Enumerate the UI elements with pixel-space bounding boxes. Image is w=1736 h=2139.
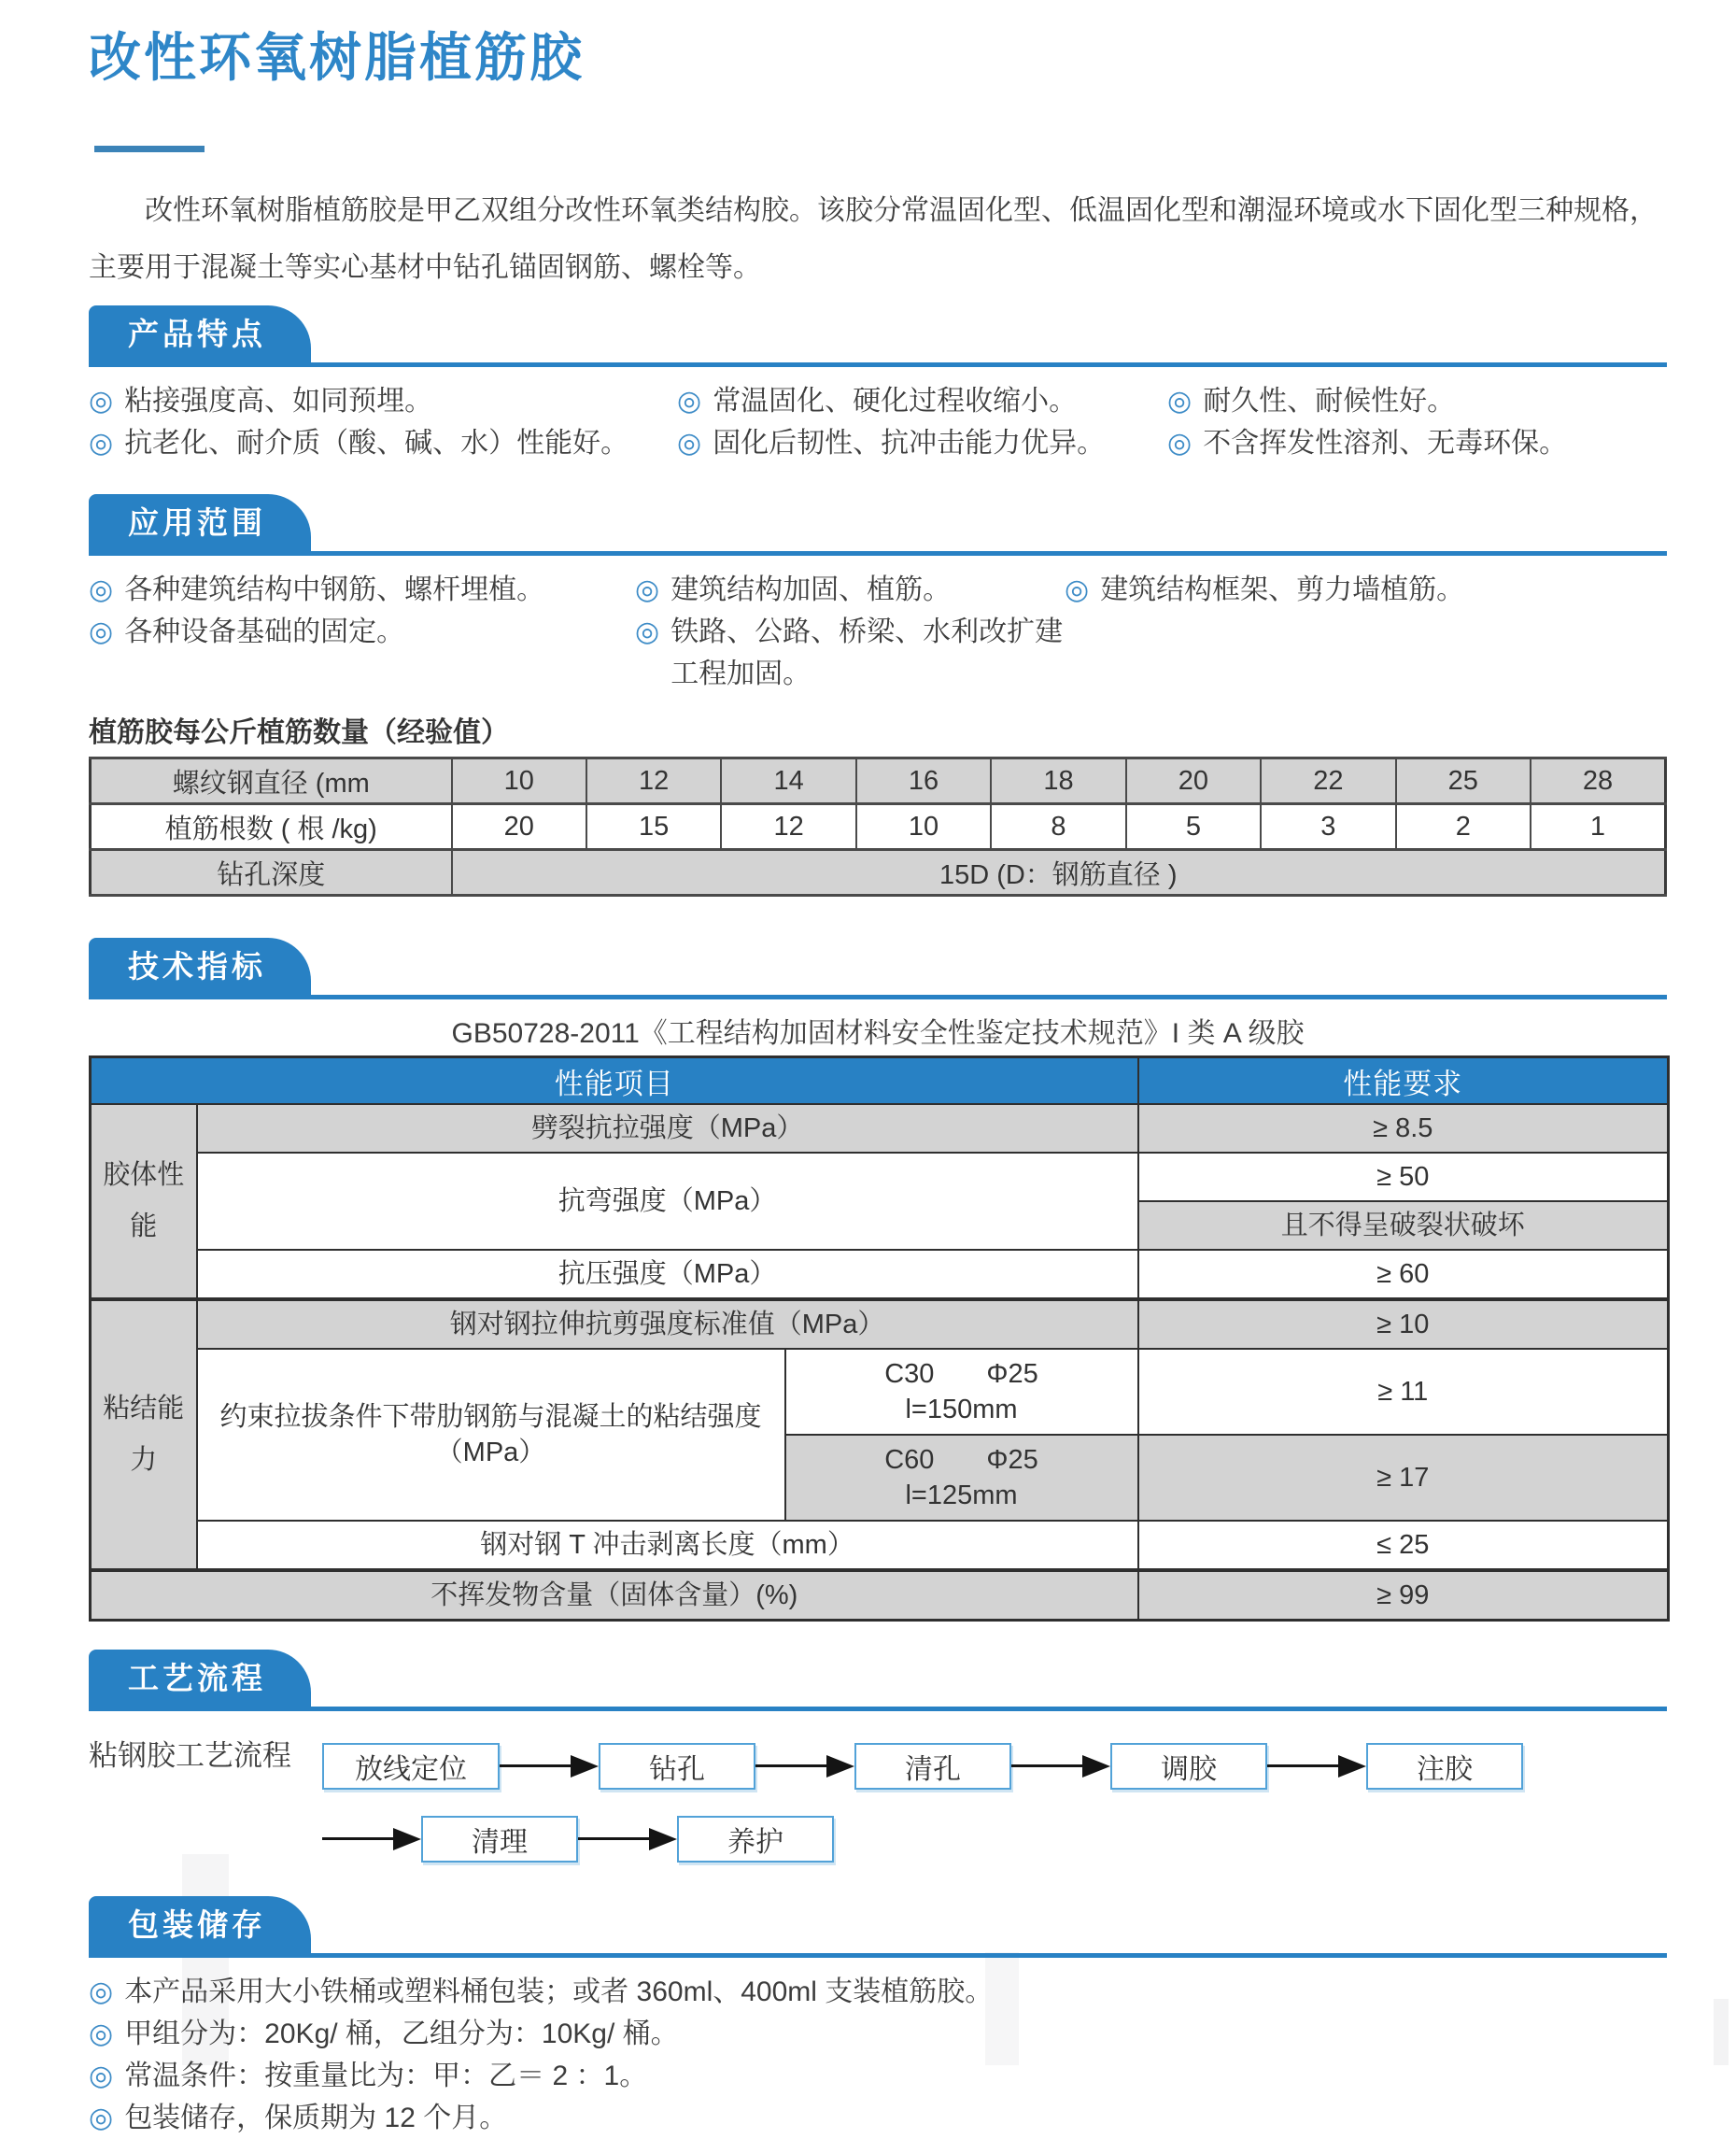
spec-item: 钢对钢拉伸抗剪强度标准值（MPa） (197, 1299, 1138, 1349)
flow-arrow-icon (1267, 1755, 1366, 1778)
feature-list (89, 380, 1667, 464)
application-text: 各种建筑结构中钢筋、螺杆埋植。 (124, 574, 545, 606)
feature-text: 耐久性、耐候性好。 (1203, 386, 1456, 418)
spec-requirement: ≥ 8.5 (1138, 1104, 1669, 1153)
table-cell: 1 (1531, 804, 1666, 850)
spec-requirement: ≥ 11 (1138, 1349, 1669, 1435)
table-cell: 5 (1126, 804, 1261, 850)
list-item (89, 380, 677, 422)
flowchart-row-1 (322, 1743, 1523, 1790)
storage-list (89, 1971, 1667, 2139)
flowchart-row-2 (322, 1816, 1736, 1863)
bullet-icon: ◎ (89, 428, 114, 460)
table-cell: 20 (1126, 758, 1261, 804)
spec-table (89, 1055, 1670, 1622)
column-header: 性能要求 (1138, 1057, 1669, 1104)
table-cell: 25 (1396, 758, 1531, 804)
feature-text: 粘接强度高、如同预埋。 (124, 386, 433, 418)
bullet-icon: ◎ (89, 386, 114, 418)
bullet-icon: ◎ (89, 2102, 114, 2133)
table-cell: 12 (721, 804, 855, 850)
spec-row (91, 1349, 1669, 1435)
spec-requirement: 且不得呈破裂状破坏 (1138, 1201, 1669, 1250)
bullet-icon: ◎ (89, 1976, 114, 2007)
feature-text: 固化后韧性、抗冲击能力优异。 (713, 428, 1106, 460)
table-cell: 15 (586, 804, 721, 850)
table-cell: 28 (1531, 758, 1666, 804)
flow-step: 调胶 (1110, 1743, 1267, 1790)
application-text: 各种设备基础的固定。 (124, 616, 405, 648)
flow-step: 养护 (677, 1816, 834, 1863)
table-cell: 2 (1396, 804, 1531, 850)
list-item (677, 422, 1167, 464)
application-text: 建筑结构加固、植筋。 (670, 574, 952, 606)
bullet-icon: ◎ (677, 386, 702, 418)
condition-grade: C30 (884, 1358, 935, 1389)
column-header: 性能项目 (91, 1057, 1138, 1104)
flow-arrow-icon (755, 1755, 854, 1778)
list-item (677, 380, 1167, 422)
storage-text: 本产品采用大小铁桶或塑料桶包装；或者 360ml、400ml 支装植筋胶。 (124, 1976, 994, 2007)
application-text: 建筑结构框架、剪力墙植筋。 (1100, 574, 1465, 606)
section-header-applications (89, 494, 1667, 556)
section-tab-specs: 技术指标 (89, 938, 311, 995)
table-row-depth (91, 850, 1666, 896)
table-cell: 15D (D：钢筋直径 ) (452, 850, 1666, 896)
section-tab-process: 工艺流程 (89, 1650, 311, 1707)
storage-text: 甲组分为：20Kg/ 桶，乙组分为：10Kg/ 桶。 (124, 2018, 679, 2049)
spec-row (91, 1299, 1669, 1349)
row-label: 螺纹钢直径 (mm (91, 758, 452, 804)
intro-paragraph: 改性环氧树脂植筋胶是甲乙双组分改性环氧类结构胶。该胶分常温固化型、低温固化型和潮湿环境或水下固化型三种规格，主要用于混凝土等实心基材中钻孔锚固钢筋、螺栓等。 (89, 195, 1658, 284)
list-item (1065, 569, 1667, 611)
spec-row (91, 1570, 1669, 1621)
bullet-icon: ◎ (1167, 386, 1193, 418)
section-tab-applications: 应用范围 (89, 494, 311, 551)
table-cell: 3 (1261, 804, 1395, 850)
feature-text: 常温固化、硬化过程收缩小。 (713, 386, 1078, 418)
flow-arrow-icon (500, 1755, 599, 1778)
list-item (635, 569, 1065, 611)
table-cell: 20 (452, 804, 586, 850)
spec-requirement: ≤ 25 (1138, 1521, 1669, 1570)
section-header-process (89, 1650, 1667, 1711)
group-label: 粘结能力 (91, 1299, 197, 1570)
spec-sub-condition (785, 1435, 1138, 1521)
spec-item: 约束拉拔条件下带肋钢筋与混凝土的粘结强度（MPa） (197, 1349, 785, 1521)
bullet-icon: ◎ (1167, 428, 1193, 460)
spec-item: 钢对钢 T 冲击剥离长度（mm） (197, 1521, 1138, 1570)
flow-step: 钻孔 (599, 1743, 755, 1790)
feature-text: 抗老化、耐介质（酸、碱、水）性能好。 (124, 428, 629, 460)
page-title: 改性环氧树脂植筋胶 (89, 28, 585, 87)
group-label: 胶体性能 (91, 1104, 197, 1299)
spec-header-row (91, 1057, 1669, 1104)
list-item (89, 2097, 1667, 2139)
list-item (635, 611, 1065, 695)
section-tab-features: 产品特点 (89, 305, 311, 362)
storage-text: 包装储存，保质期为 12 个月。 (124, 2102, 508, 2133)
application-list (89, 569, 1667, 695)
rebar-table-title: 植筋胶每公斤植筋数量（经验值） (89, 717, 509, 749)
spec-requirement: ≥ 99 (1138, 1570, 1669, 1621)
spec-item: 抗弯强度（MPa） (197, 1153, 1138, 1250)
row-label: 钻孔深度 (91, 850, 452, 896)
list-item (1167, 422, 1667, 464)
bullet-icon: ◎ (89, 2018, 114, 2049)
table-cell: 14 (721, 758, 855, 804)
spec-item: 劈裂抗拉强度（MPa） (197, 1104, 1138, 1153)
bullet-icon: ◎ (89, 616, 114, 648)
bullet-icon: ◎ (89, 574, 114, 606)
table-row-count (91, 804, 1666, 850)
condition-length: l=125mm (905, 1480, 1018, 1510)
spec-row (91, 1250, 1669, 1299)
table-cell: 22 (1261, 758, 1395, 804)
table-cell: 10 (452, 758, 586, 804)
spec-requirement: ≥ 60 (1138, 1250, 1669, 1299)
spec-table-caption: GB50728-2011《工程结构加固材料安全性鉴定技术规范》I 类 A 级胶 (451, 1018, 1305, 1050)
table-cell: 16 (856, 758, 991, 804)
process-flow (89, 1726, 1667, 1790)
list-item (89, 422, 677, 464)
section-tab-storage: 包装储存 (89, 1896, 311, 1953)
spec-requirement: ≥ 50 (1138, 1153, 1669, 1201)
flow-step: 清孔 (854, 1743, 1011, 1790)
flow-arrow-icon (578, 1828, 677, 1850)
list-item (1167, 380, 1667, 422)
flow-arrow-icon (322, 1828, 421, 1850)
title-dash (94, 146, 205, 152)
flow-step: 注胶 (1366, 1743, 1523, 1790)
table-row-diameter (91, 758, 1666, 804)
list-item (89, 1971, 1667, 2013)
section-header-storage (89, 1896, 1667, 1958)
rebar-table (89, 757, 1667, 897)
bullet-icon: ◎ (1065, 574, 1090, 606)
section-header-features (89, 305, 1667, 367)
flow-arrow-icon (1011, 1755, 1110, 1778)
list-item (89, 2055, 1667, 2097)
table-cell: 8 (991, 804, 1125, 850)
process-flow-label: 粘钢胶工艺流程 (89, 1738, 291, 1772)
spec-item: 抗压强度（MPa） (197, 1250, 1138, 1299)
spec-row (91, 1521, 1669, 1570)
bullet-icon: ◎ (635, 574, 660, 606)
condition-diameter: Φ25 (986, 1444, 1038, 1475)
spec-requirement: ≥ 17 (1138, 1435, 1669, 1521)
storage-text: 常温条件：按重量比为：甲：乙＝ 2 ：1。 (124, 2060, 648, 2091)
section-header-specs (89, 938, 1667, 999)
table-cell: 10 (856, 804, 991, 850)
list-item (89, 569, 635, 611)
bullet-icon: ◎ (89, 2060, 114, 2091)
application-text: 铁路、公路、桥梁、水利改扩建工程加固。 (670, 616, 1064, 690)
feature-text: 不含挥发性溶剂、无毒环保。 (1203, 428, 1568, 460)
spec-row (91, 1104, 1669, 1153)
row-label: 植筋根数 ( 根 /kg) (91, 804, 452, 850)
bullet-icon: ◎ (635, 616, 660, 648)
flow-step: 清理 (421, 1816, 578, 1863)
condition-grade: C60 (884, 1444, 935, 1475)
list-item (89, 2013, 1667, 2055)
condition-length: l=150mm (905, 1394, 1018, 1424)
table-cell: 18 (991, 758, 1125, 804)
table-cell: 12 (586, 758, 721, 804)
list-item (89, 611, 635, 695)
spec-sub-condition (785, 1349, 1138, 1435)
spec-item: 不挥发物含量（固体含量）(%) (91, 1570, 1138, 1621)
spec-requirement: ≥ 10 (1138, 1299, 1669, 1349)
condition-diameter: Φ25 (986, 1358, 1038, 1389)
spec-row (91, 1153, 1669, 1201)
bullet-icon: ◎ (677, 428, 702, 460)
flow-step: 放线定位 (322, 1743, 500, 1790)
